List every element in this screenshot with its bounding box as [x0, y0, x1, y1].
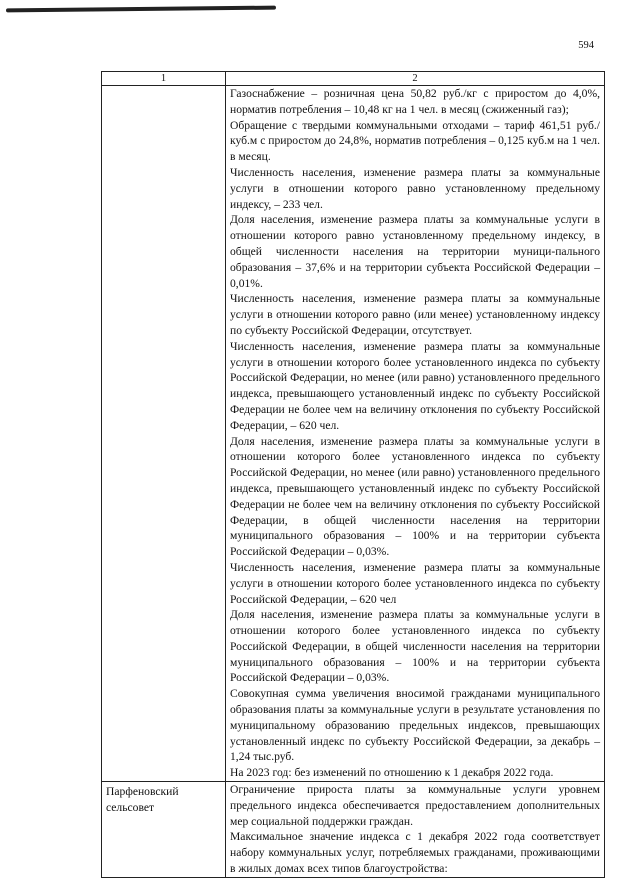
table-header-row [102, 72, 605, 86]
document-table [101, 71, 605, 878]
paragraph: На 2023 год: без изменений по отношению к 1 декабря 2022 года. [230, 766, 554, 780]
row-label [102, 86, 226, 782]
paragraph: Численность населения, изменение размера платы за коммунальные услуги в отношении которого более установленного индекса по субъекту Российской Федерации, – 620 чел [230, 560, 600, 606]
column-header-1: 1 [102, 72, 226, 86]
column-header-2: 2 [226, 72, 605, 86]
row-content [226, 782, 605, 878]
paragraph: Численность населения, изменение размера платы за коммунальные услуги в отношении которого равно (или менее) установленному индексу по субъекту Российской Федерации, отсутствует. [230, 292, 600, 337]
paragraph: Обращение с твердыми коммунальными отходами – тариф 461,51 руб./куб.м с приростом до 24,8%, норматив потребления – 0,125 куб.м на 1 чел. в месяц. [230, 118, 600, 164]
paragraph: Совокупная сумма увеличения вносимой гражданами муниципального образования платы за коммунальные услуги в результате установления по муниципальному образованию предельных индексов, превышающих установленный индекс по субъекту Российской Федерации, за декабрь – 1,24 тыс.руб. [230, 687, 600, 764]
paragraph: Доля населения, изменение размера платы за коммунальные услуги в отношении которого более установленного индекса по субъекту Российской Федерации, но менее (или равно) установленного предельного индекса, превышающего установленный индекс по субъекту Российской Федерации не более чем на величину отклонения по субъекту Российской Федерации, в общей численности населения на территории муниципального образования – 100% и на территории субъекта Российской Федерации – 0,03%. [230, 434, 600, 559]
paragraph: Ограничение прироста платы за коммунальные услуги уровнем предельного индекса обеспечивается предоставлением дополнительных мер социальной поддержки граждан. [230, 783, 600, 828]
paragraph: Доля населения, изменение размера платы за коммунальные услуги в отношении которого более установленного индекса по субъекту Российской Федерации, в общей численности населения на территории муниципального образования – 100% и на территории субъекта Российской Федерации – 0,03%. [230, 608, 600, 685]
scan-artifact-line [6, 6, 276, 13]
table-row [102, 782, 605, 878]
table-row [102, 86, 605, 782]
paragraph: Численность населения, изменение размера платы за коммунальные услуги в отношении которого равно установленному предельному индексу, – 233 чел. [230, 165, 600, 211]
page-number: 594 [578, 40, 594, 51]
paragraph: Численность населения, изменение размера платы за коммунальные услуги в отношении которого более установленного индекса по субъекту Российской Федерации, но менее (или равно) установленного предельного индекса, превышающего установленный индекс по субъекту Российской Федерации не более чем на величину отклонения по субъекту Российской Федерации, – 620 чел. [230, 339, 600, 432]
row-label: Парфеновский сельсовет [102, 782, 226, 878]
paragraph: Доля населения, изменение размера платы за коммунальные услуги в отношении которого равно установленному предельному индексу, в общей численности населения на территории муници-пального образования – 37,6% и на территории субъекта Российской Федерации – 0,01%. [230, 213, 600, 290]
row-content [226, 86, 605, 782]
paragraph: Газоснабжение – розничная цена 50,82 руб./кг с приростом до 4,0%, норматив потребления – 10,48 кг на 1 чел. в месяц (сжиженный газ); [230, 87, 600, 116]
paragraph: Максимальное значение индекса с 1 декабря 2022 года соответствует набору коммунальных услуг, потребляемых гражданами, проживающими в жилых домах всех типов благоустройства: [230, 830, 600, 876]
